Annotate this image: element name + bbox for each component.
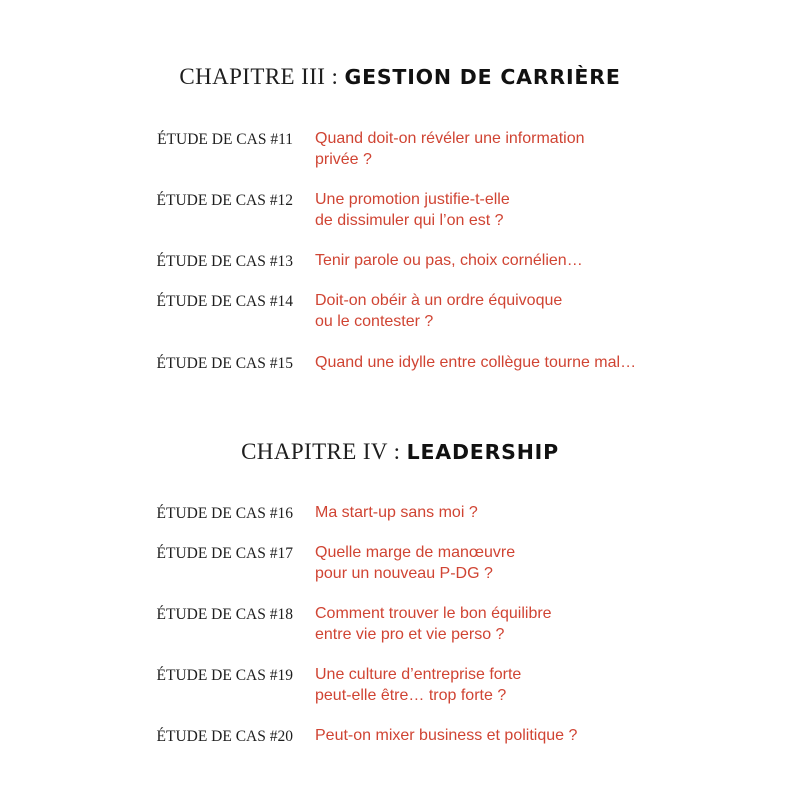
case-study-title: Quelle marge de manœuvre pour un nouveau P-DG ? <box>315 544 516 582</box>
chapter-label: CHAPITRE III : <box>179 64 339 89</box>
case-study-number: ÉTUDE DE CAS #16 <box>156 505 293 522</box>
case-study-item <box>0 190 800 238</box>
case-study-title: Tenir parole ou pas, choix cornélien… <box>315 252 583 269</box>
case-study-title: Doit-on obéir à un ordre équivoque ou le contester ? <box>315 292 563 330</box>
case-study-item <box>0 665 800 713</box>
case-study-number: ÉTUDE DE CAS #20 <box>156 728 293 745</box>
case-study-title: Une promotion justifie-t-elle de dissimuler qui l’on est ? <box>315 191 510 229</box>
case-study-item <box>0 291 800 339</box>
case-study-number: ÉTUDE DE CAS #11 <box>157 131 293 148</box>
chapter-title: GESTION DE CARRIÈRE <box>344 65 621 89</box>
case-study-title: Quand doit-on révéler une information privée ? <box>315 130 585 168</box>
case-study-item <box>0 726 800 774</box>
case-study-number: ÉTUDE DE CAS #13 <box>156 253 293 270</box>
case-study-number: ÉTUDE DE CAS #14 <box>156 293 293 310</box>
case-study-number: ÉTUDE DE CAS #18 <box>156 606 293 623</box>
case-study-title: Une culture d’entreprise forte peut-elle être… trop forte ? <box>315 666 522 704</box>
case-study-title: Peut-on mixer business et politique ? <box>315 727 578 744</box>
case-study-number: ÉTUDE DE CAS #12 <box>156 192 293 209</box>
case-study-number: ÉTUDE DE CAS #19 <box>156 667 293 684</box>
case-study-item <box>0 353 800 401</box>
case-study-number: ÉTUDE DE CAS #15 <box>156 355 293 372</box>
chapter-heading <box>0 439 800 465</box>
case-study-number: ÉTUDE DE CAS #17 <box>156 545 293 562</box>
case-study-title: Comment trouver le bon équilibre entre vie pro et vie perso ? <box>315 605 552 643</box>
case-study-title: Quand une idylle entre collègue tourne mal… <box>315 354 637 371</box>
chapter-label: CHAPITRE IV : <box>241 439 401 464</box>
chapter-title: LEADERSHIP <box>406 440 559 464</box>
case-study-title: Ma start-up sans moi ? <box>315 504 478 521</box>
chapter-heading <box>0 64 800 90</box>
case-study-item <box>0 129 800 177</box>
case-study-item <box>0 604 800 652</box>
case-study-item <box>0 543 800 591</box>
